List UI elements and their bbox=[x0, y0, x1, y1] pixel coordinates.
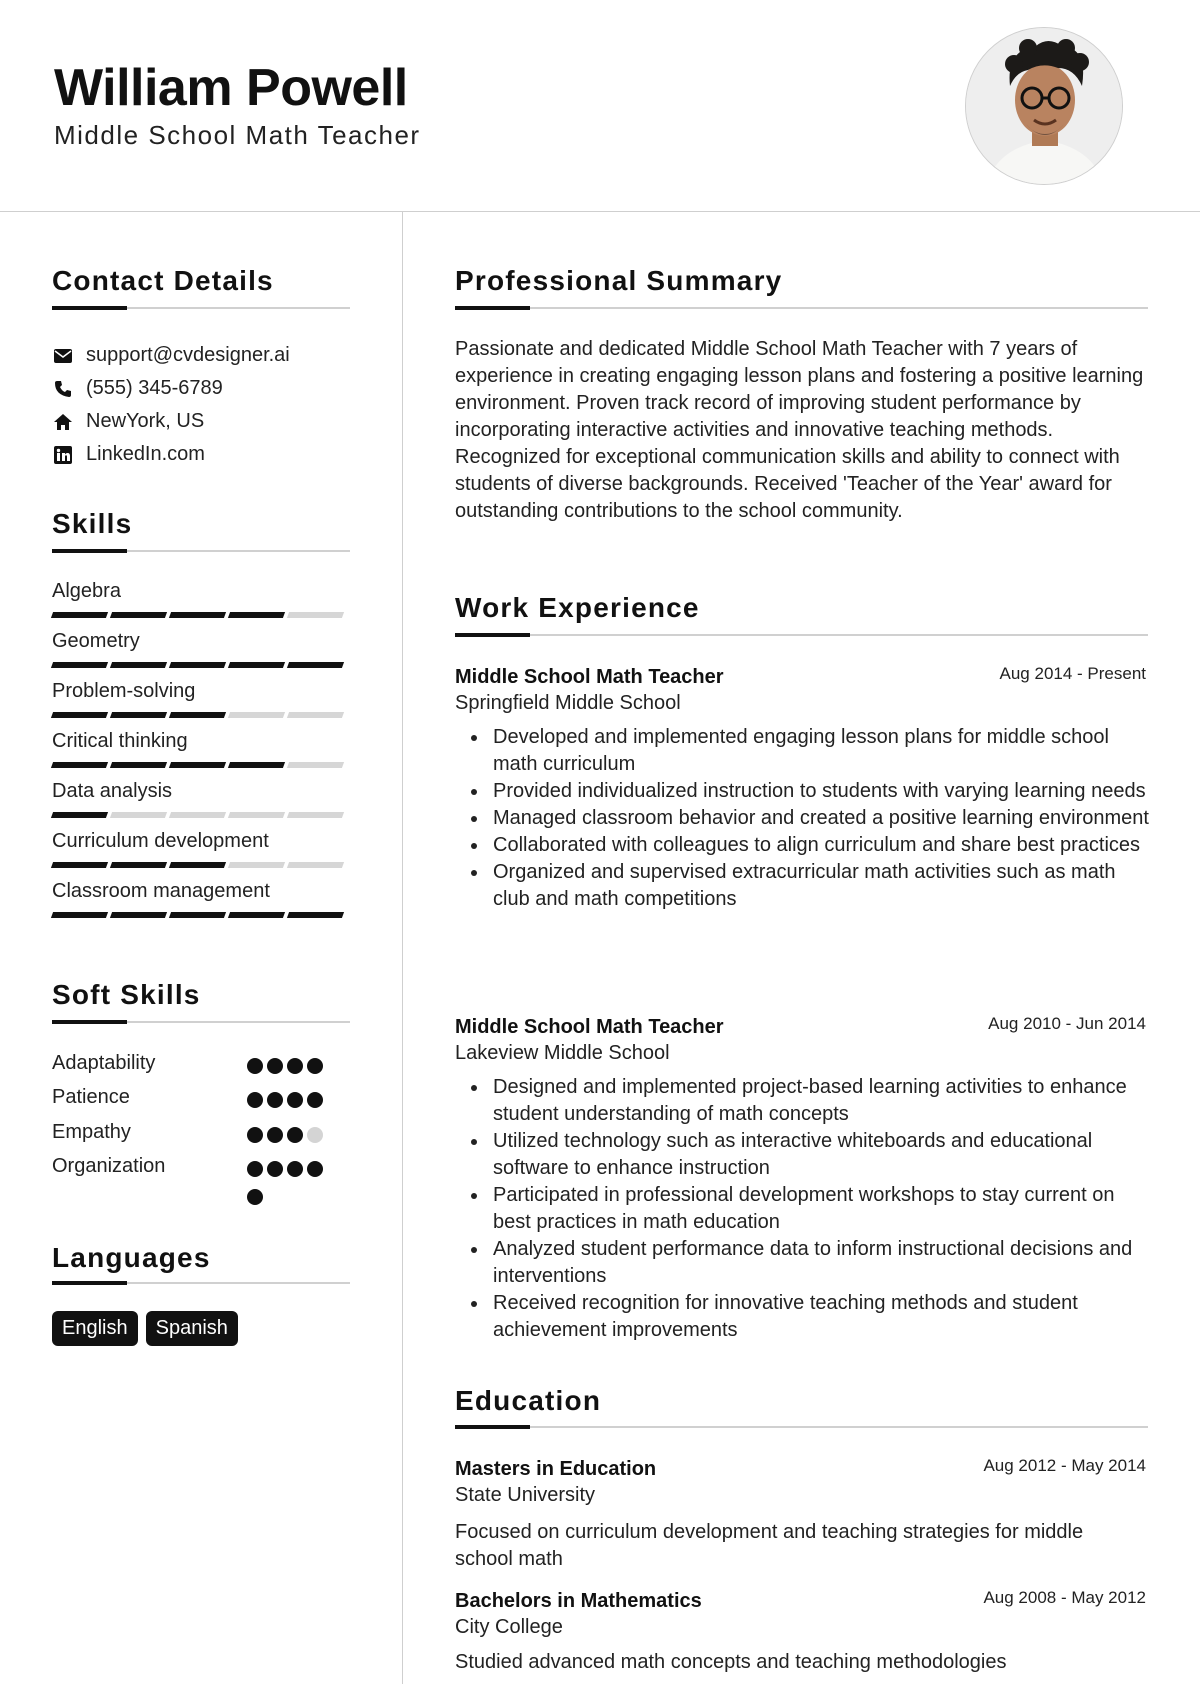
skill-item bbox=[52, 730, 348, 768]
candidate-name: William Powell bbox=[54, 59, 408, 117]
education-heading: Education bbox=[455, 1385, 602, 1416]
skill-level-segment-filled bbox=[287, 662, 344, 668]
soft-skill-name: Organization bbox=[52, 1155, 166, 1177]
school-name: State University bbox=[455, 1484, 596, 1506]
phone-icon bbox=[52, 378, 74, 400]
skill-item bbox=[52, 880, 348, 918]
summary-heading: Professional Summary bbox=[455, 265, 783, 296]
candidate-title: Middle School Math Teacher bbox=[54, 120, 421, 150]
job-dates: Aug 2010 - Jun 2014 bbox=[988, 1014, 1146, 1033]
skill-level-bar bbox=[52, 612, 348, 618]
skill-level-segment-filled bbox=[169, 712, 226, 718]
envelope-icon bbox=[52, 345, 74, 367]
rating-dot-filled bbox=[247, 1092, 263, 1108]
skill-name: Geometry bbox=[52, 630, 140, 652]
rating-dot-filled bbox=[307, 1092, 323, 1108]
skill-level-segment-filled bbox=[110, 762, 167, 768]
skill-level-segment-filled bbox=[110, 712, 167, 718]
contact-location-text: NewYork, US bbox=[86, 410, 205, 432]
skill-level-segment-filled bbox=[51, 612, 108, 618]
skill-level-segment-filled bbox=[110, 912, 167, 918]
contact-phone-text: (555) 345-6789 bbox=[86, 377, 223, 399]
job-bullet: Collaborated with colleagues to align curriculum and share best practices bbox=[493, 832, 1153, 859]
skill-name: Classroom management bbox=[52, 880, 270, 902]
column-divider bbox=[402, 212, 403, 1684]
skill-level-segment-empty bbox=[228, 862, 285, 868]
education-heading-rule bbox=[455, 1426, 1148, 1428]
job-title: Middle School Math Teacher bbox=[455, 666, 724, 688]
skill-level-segment-empty bbox=[228, 812, 285, 818]
skill-level-segment-empty bbox=[287, 812, 344, 818]
resume-header bbox=[0, 0, 1200, 212]
contact-phone[interactable] bbox=[52, 377, 223, 400]
skill-name: Critical thinking bbox=[52, 730, 188, 752]
job-bullet: Designed and implemented project-based learning activities to enhance student understanding of math concepts bbox=[493, 1074, 1153, 1128]
skill-name: Data analysis bbox=[52, 780, 173, 802]
job-title: Middle School Math Teacher bbox=[455, 1016, 724, 1038]
skill-level-segment-filled bbox=[110, 662, 167, 668]
degree-title: Masters in Education bbox=[455, 1458, 657, 1480]
rating-dot-filled bbox=[247, 1161, 263, 1177]
skill-level-segment-filled bbox=[51, 762, 108, 768]
soft-skill-name: Empathy bbox=[52, 1121, 131, 1143]
skill-item bbox=[52, 580, 348, 618]
contact-email[interactable] bbox=[52, 344, 290, 367]
skill-level-segment-empty bbox=[110, 812, 167, 818]
job-bullet: Managed classroom behavior and created a positive learning environment bbox=[493, 805, 1153, 832]
languages-heading: Languages bbox=[52, 1242, 211, 1273]
degree-title: Bachelors in Mathematics bbox=[455, 1590, 702, 1612]
job-bullet: Received recognition for innovative teaching methods and student achievement improvements bbox=[493, 1290, 1153, 1344]
rating-dot-filled bbox=[267, 1058, 283, 1074]
skill-item bbox=[52, 830, 348, 868]
skill-level-segment-filled bbox=[287, 912, 344, 918]
rating-dot-filled bbox=[247, 1189, 263, 1205]
skill-level-segment-filled bbox=[51, 912, 108, 918]
degree-dates: Aug 2012 - May 2014 bbox=[983, 1456, 1146, 1475]
skill-level-segment-empty bbox=[287, 712, 344, 718]
skill-level-segment-filled bbox=[228, 612, 285, 618]
person-portrait-icon bbox=[966, 28, 1123, 185]
skill-level-segment-filled bbox=[228, 662, 285, 668]
soft-skills-heading: Soft Skills bbox=[52, 979, 201, 1010]
rating-dot-filled bbox=[267, 1161, 283, 1177]
skill-level-segment-empty bbox=[287, 862, 344, 868]
degree-dates: Aug 2008 - May 2012 bbox=[983, 1588, 1146, 1607]
work-heading: Work Experience bbox=[455, 592, 700, 623]
soft-skill-name: Adaptability bbox=[52, 1052, 156, 1074]
soft-skill-name: Patience bbox=[52, 1086, 130, 1108]
job-organization: Lakeview Middle School bbox=[455, 1042, 670, 1064]
rating-dot-filled bbox=[287, 1058, 303, 1074]
job-dates: Aug 2014 - Present bbox=[999, 664, 1146, 683]
skill-level-segment-filled bbox=[51, 712, 108, 718]
job-organization: Springfield Middle School bbox=[455, 692, 681, 714]
skill-level-segment-filled bbox=[169, 662, 226, 668]
contact-linkedin-text: LinkedIn.com bbox=[86, 443, 205, 465]
skill-level-segment-filled bbox=[51, 862, 108, 868]
skill-level-bar bbox=[52, 812, 348, 818]
skill-level-segment-filled bbox=[51, 662, 108, 668]
skills-heading: Skills bbox=[52, 508, 133, 539]
rating-dot-filled bbox=[247, 1058, 263, 1074]
skill-name: Curriculum development bbox=[52, 830, 269, 852]
linkedin-icon bbox=[52, 444, 74, 466]
rating-dot-filled bbox=[287, 1092, 303, 1108]
skill-level-segment-empty bbox=[169, 812, 226, 818]
rating-dot-filled bbox=[267, 1092, 283, 1108]
job-bullet: Participated in professional development workshops to stay current on best practices in math education bbox=[493, 1182, 1153, 1236]
language-tag: Spanish bbox=[146, 1311, 238, 1346]
skill-level-segment-filled bbox=[169, 612, 226, 618]
skill-level-segment-filled bbox=[169, 762, 226, 768]
skill-level-segment-filled bbox=[169, 862, 226, 868]
skill-item bbox=[52, 680, 348, 718]
languages-heading-rule bbox=[52, 1282, 350, 1284]
skill-item bbox=[52, 630, 348, 668]
summary-text: Passionate and dedicated Middle School Math Teacher with 7 years of experience in creating engaging lesson plans and fostering a positive learning environment. Proven track record of improving student performance by incorporating interactive activities and innovative teaching methods. Recognized for exceptional communication skills and ability to connect with students of diverse backgrounds. Received 'Teacher of the Year' award for outstanding contributions to the school community. bbox=[455, 338, 1144, 522]
rating-dot-filled bbox=[267, 1127, 283, 1143]
degree-description: Studied advanced math concepts and teaching methodologies bbox=[455, 1651, 1007, 1673]
contact-linkedin[interactable] bbox=[52, 443, 205, 466]
contact-location bbox=[52, 410, 204, 433]
skill-name: Problem-solving bbox=[52, 680, 196, 702]
contact-heading: Contact Details bbox=[52, 265, 274, 296]
skill-level-segment-empty bbox=[287, 762, 344, 768]
rating-dot-filled bbox=[287, 1161, 303, 1177]
skill-level-segment-filled bbox=[169, 912, 226, 918]
job-bullet: Provided individualized instruction to students with varying learning needs bbox=[493, 778, 1153, 805]
skill-level-segment-filled bbox=[110, 612, 167, 618]
job-bullets bbox=[493, 724, 1153, 913]
rating-dot-filled bbox=[287, 1127, 303, 1143]
work-heading-rule bbox=[455, 634, 1148, 636]
skill-level-segment-filled bbox=[51, 812, 108, 818]
job-bullet: Organized and supervised extracurricular math activities such as math club and math competitions bbox=[493, 859, 1153, 913]
skill-name: Algebra bbox=[52, 580, 121, 602]
skill-level-bar bbox=[52, 762, 348, 768]
skill-item bbox=[52, 780, 348, 818]
soft-skills-heading-rule bbox=[52, 1021, 350, 1023]
rating-dot-filled bbox=[307, 1058, 323, 1074]
skill-level-segment-filled bbox=[110, 862, 167, 868]
skill-level-segment-empty bbox=[287, 612, 344, 618]
skill-level-bar bbox=[52, 912, 348, 918]
job-bullet: Utilized technology such as interactive whiteboards and educational software to enhance instruction bbox=[493, 1128, 1153, 1182]
skill-level-bar bbox=[52, 662, 348, 668]
language-tags bbox=[52, 1311, 238, 1346]
contact-heading-rule bbox=[52, 307, 350, 309]
rating-dot-filled bbox=[247, 1127, 263, 1143]
skill-level-segment-filled bbox=[228, 762, 285, 768]
rating-dot-filled bbox=[307, 1161, 323, 1177]
skill-level-segment-filled bbox=[228, 912, 285, 918]
job-bullet: Developed and implemented engaging lesson plans for middle school math curriculum bbox=[493, 724, 1153, 778]
skill-level-bar bbox=[52, 712, 348, 718]
skills-heading-rule bbox=[52, 550, 350, 552]
home-icon bbox=[52, 411, 74, 433]
degree-description: Focused on curriculum development and teaching strategies for middle school math bbox=[455, 1521, 1084, 1570]
summary-heading-rule bbox=[455, 307, 1148, 309]
job-bullet: Analyzed student performance data to inform instructional decisions and interventions bbox=[493, 1236, 1153, 1290]
skill-level-bar bbox=[52, 862, 348, 868]
school-name: City College bbox=[455, 1616, 563, 1638]
job-bullets bbox=[493, 1074, 1153, 1344]
rating-dot-empty bbox=[307, 1127, 323, 1143]
language-tag: English bbox=[52, 1311, 138, 1346]
profile-photo bbox=[965, 27, 1123, 185]
skill-level-segment-empty bbox=[228, 712, 285, 718]
contact-email-text: support@cvdesigner.ai bbox=[86, 344, 290, 366]
